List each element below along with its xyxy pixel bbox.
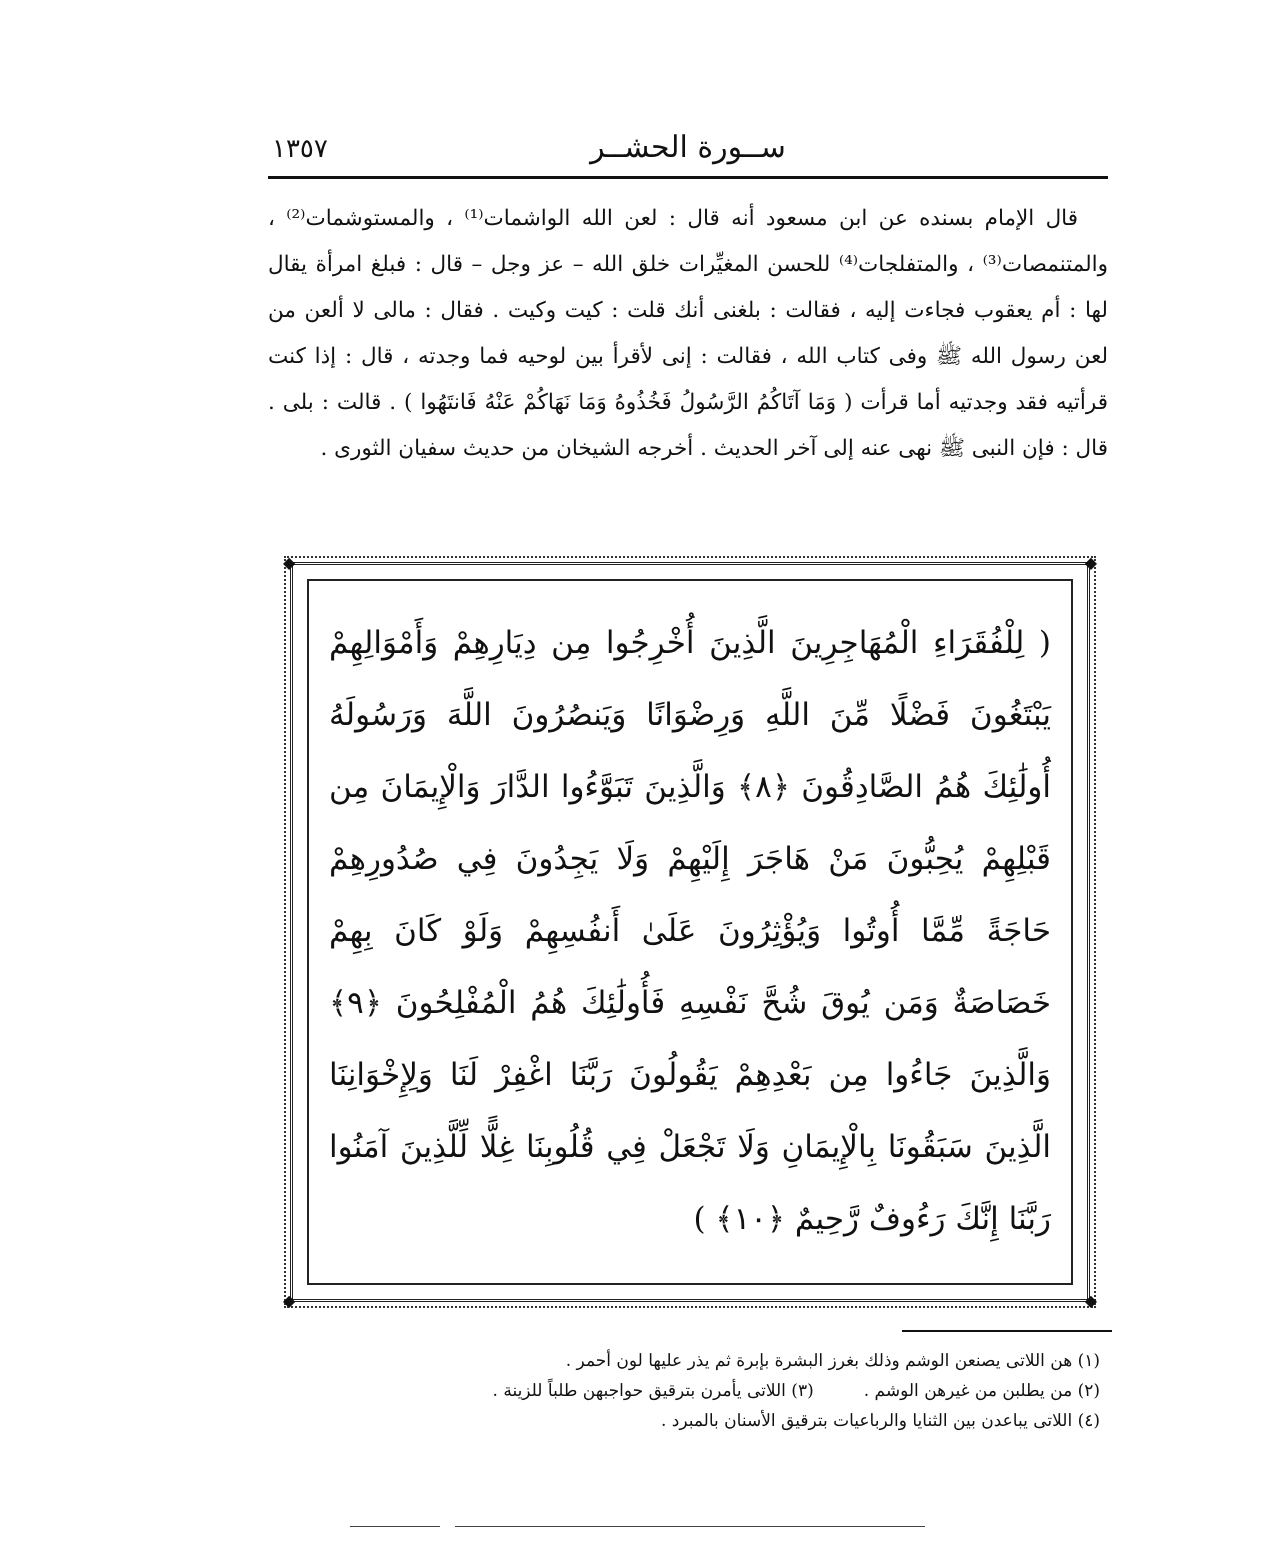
surah-title: ســورة الحشــر	[590, 130, 786, 165]
hadith-text: قال الإمام بسنده عن ابن مسعود أنه قال : لعن الله الواشمات⁽¹⁾ ، والمستوشمات⁽²⁾ ، والمتنمصات⁽³⁾ ، والمتفلجات⁽⁴⁾ للحسن المغيِّرات خلق الله – عز وجل – قال : فبلغ امرأة يقال لها : أم يعقوب فجاءت إليه ، فقالت : بلغنى أنك قلت : كيت وكيت . فقال : مالى لا ألعن من لعن رسول الله ﷺ وفى كتاب الله ، فقالت : إنى لأقرأ بين لوحيه فما وجدته ، قال : إذا كنت قرأتيه فقد وجدتيه أما قرأت ( وَمَا آتَاكُمُ الرَّسُولُ فَخُذُوهُ وَمَا نَهَاكُمْ عَنْهُ فَانتَهُوا ) . قالت : بلى . قال : فإن النبى ﷺ نهى عنه إلى آخر الحديث . أخرجه الشيخان من حديث سفيان الثورى .	[268, 206, 1109, 461]
page-number: ١٣٥٧	[272, 134, 328, 164]
footnote-rule	[902, 1330, 1112, 1332]
header-rule	[268, 176, 1108, 179]
footnote-row-2-3	[300, 1376, 1100, 1406]
verse-text: ( لِلْفُقَرَاءِ الْمُهَاجِرِينَ الَّذِينَ أُخْرِجُوا مِن دِيَارِهِمْ وَأَمْوَالِهِمْ يَبْتَغُونَ فَضْلًا مِّنَ اللَّهِ وَرِضْوَانًا وَيَنصُرُونَ اللَّهَ وَرَسُولَهُ أُولَٰئِكَ هُمُ الصَّادِقُونَ ﴿٨﴾ وَالَّذِينَ تَبَوَّءُوا الدَّارَ وَالْإِيمَانَ مِن قَبْلِهِمْ يُحِبُّونَ مَنْ هَاجَرَ إِلَيْهِمْ وَلَا يَجِدُونَ فِي صُدُورِهِمْ حَاجَةً مِّمَّا أُوتُوا وَيُؤْثِرُونَ عَلَىٰ أَنفُسِهِمْ وَلَوْ كَانَ بِهِمْ خَصَاصَةٌ وَمَن يُوقَ شُحَّ نَفْسِهِ فَأُولَٰئِكَ هُمُ الْمُفْلِحُونَ ﴿٩﴾ وَالَّذِينَ جَاءُوا مِن بَعْدِهِمْ يَقُولُونَ رَبَّنَا اغْفِرْ لَنَا وَلِإِخْوَانِنَا الَّذِينَ سَبَقُونَا بِالْإِيمَانِ وَلَا تَجْعَلْ فِي قُلُوبِنَا غِلًّا لِّلَّذِينَ آمَنُوا رَبَّنَا إِنَّكَ رَءُوفٌ رَّحِيمٌ ﴿١٠﴾ )	[329, 625, 1051, 1237]
corner-ornament-icon: ◆	[283, 1291, 296, 1310]
footnotes	[300, 1346, 1100, 1436]
footnote-3: (٣) اللاتى يأمرن بترقيق حواجبهن طلباً للزينة .	[492, 1381, 814, 1401]
footnote-1: (١) هن اللاتى يصنعن الوشم وذلك بغرز البشرة بإبرة ثم يذر عليها لون أحمر .	[565, 1351, 1100, 1371]
scan-artifact-line	[455, 1526, 925, 1527]
corner-ornament-icon: ◆	[283, 553, 296, 572]
page-header	[268, 126, 1108, 174]
scan-artifact-line	[350, 1526, 440, 1527]
corner-ornament-icon: ◆	[1084, 553, 1097, 572]
footnote-2: (٢) من يطلبن من غيرهن الوشم .	[863, 1381, 1100, 1401]
quran-verses	[329, 607, 1051, 1255]
hadith-paragraph	[268, 196, 1108, 472]
footnote-4: (٤) اللاتى يباعدن بين الثنايا والرباعيات بترقيق الأسنان بالمبرد .	[660, 1411, 1100, 1431]
verse-frame	[283, 553, 1097, 1310]
corner-ornament-icon: ◆	[1084, 1291, 1097, 1310]
